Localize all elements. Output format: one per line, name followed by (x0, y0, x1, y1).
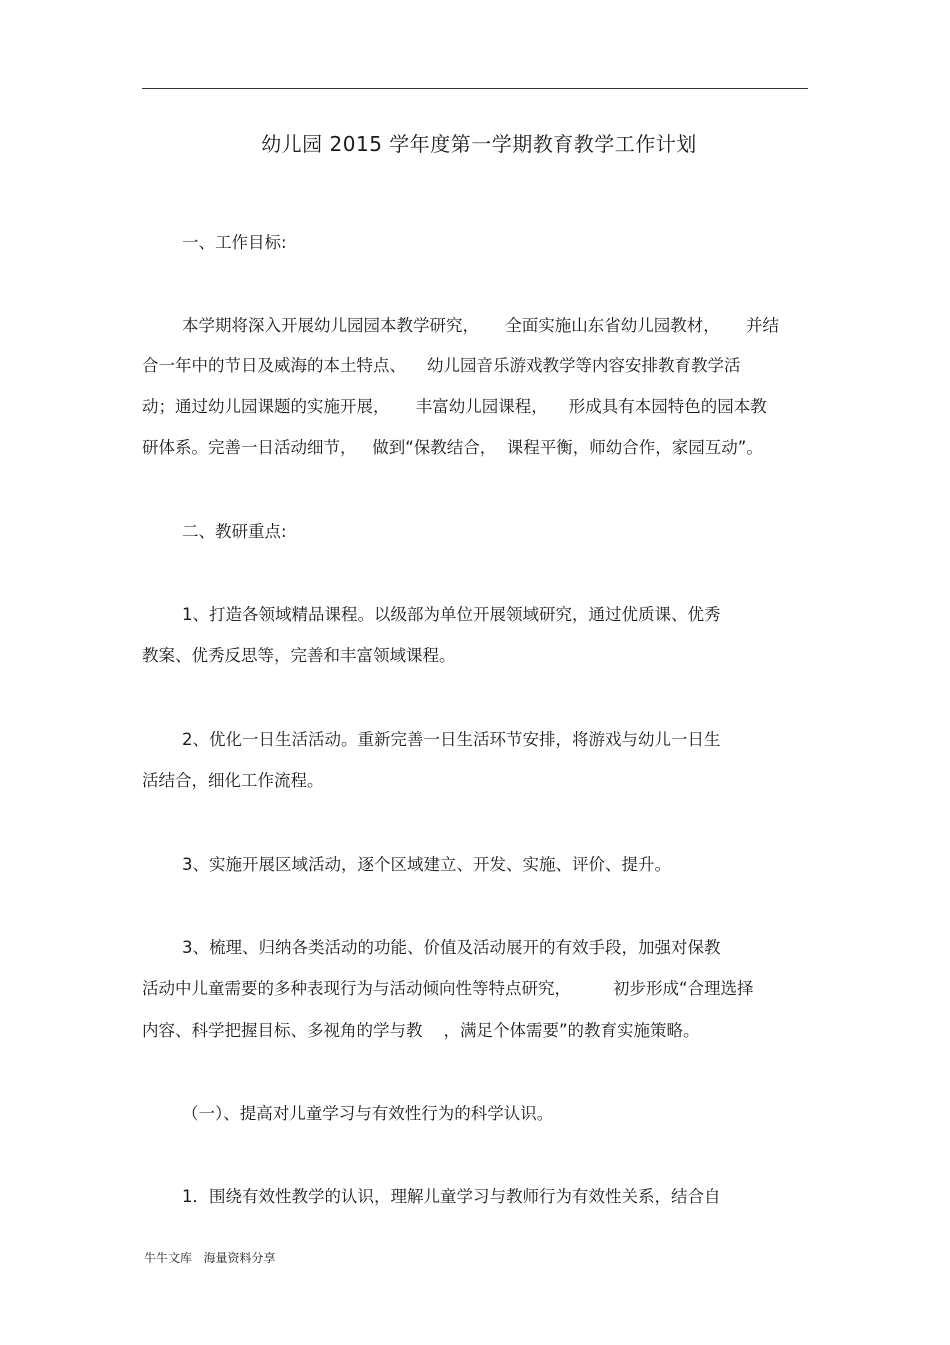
list-item-line: 3、实施开展区域活动，逐个区域建立、开发、实施、评价、提升。 (182, 855, 671, 874)
list-item-line: 内容、科学把握目标、多视角的学与教 ，满足个体需要”的教育实施策略。 (142, 1021, 700, 1040)
footer-source: 牛牛文库 海量资料分享 (144, 1251, 276, 1265)
list-item-line: 活结合，细化工作流程。 (142, 771, 324, 790)
paragraph-line: 研体系。完善一日活动细节， 做到“保教结合， 课程平衡，师幼合作，家园互动”。 (142, 438, 763, 457)
subsection-heading: （一）、提高对儿童学习与有效性行为的科学认识。 (182, 1104, 554, 1123)
section-heading-goals: 一、工作目标: (182, 233, 287, 252)
list-item-line: 1．围绕有效性教学的认识，理解儿童学习与教师行为有效性关系，结合自 (182, 1187, 721, 1206)
paragraph-line: 本学期将深入开展幼儿园园本教学研究， 全面实施山东省幼儿园教材， 并结 (182, 316, 779, 335)
section-heading-research: 二、教研重点: (182, 522, 287, 541)
list-item-line: 1、打造各领域精品课程。以级部为单位开展领域研究，通过优质课、优秀 (182, 605, 721, 624)
document-title: 幼儿园 2015 学年度第一学期教育教学工作计划 (261, 132, 697, 156)
list-item-line: 3、梳理、归纳各类活动的功能、价值及活动展开的有效手段，加强对保教 (182, 938, 721, 957)
list-item-line: 2、优化一日生活活动。重新完善一日生活环节安排，将游戏与幼儿一日生 (182, 730, 721, 749)
paragraph-line: 动；通过幼儿园课题的实施开展， 丰富幼儿园课程， 形成具有本园特色的园本教 (142, 397, 767, 416)
header-rule (142, 88, 808, 89)
paragraph-line: 合一年中的节日及威海的本土特点、 幼儿园音乐游戏教学等内容安排教育教学活 (142, 356, 741, 375)
list-item-line: 活动中儿童需要的多种表现行为与活动倾向性等特点研究， 初步形成“合理选择 (142, 979, 754, 998)
list-item-line: 教案、优秀反思等，完善和丰富领域课程。 (142, 646, 456, 665)
